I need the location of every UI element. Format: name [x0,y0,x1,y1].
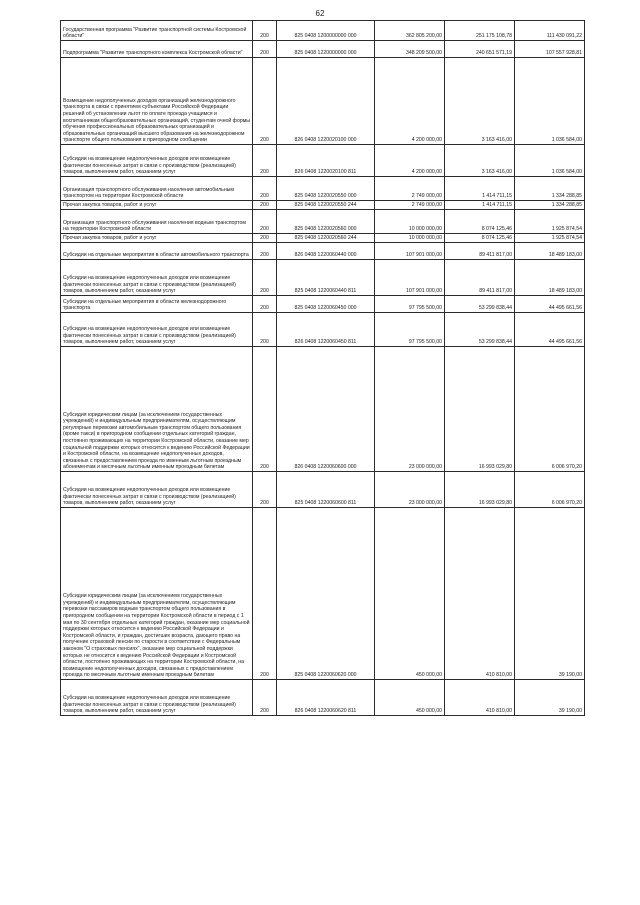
row-name: Субсидии на отдельные мероприятия в области железнодорожного транспорта [61,296,253,313]
row-name: Субсидии на возмещение недополученных доходов или возмещение фактически понесенных затрат в связи с производством (реализацией) товаров, выполнением работ, оказанием услуг [61,313,253,347]
row-code: 825 0408 1220060450 000 [277,296,375,313]
row-code: 825 0408 1220020560 244 [277,234,375,243]
row-name: Организация транспортного обслуживания населения водным транспортом на территории Костромской области [61,210,253,234]
row-remainder: 6 006 970,20 [515,472,585,508]
row-remainder: 1 334 288,85 [515,177,585,201]
row-approved: 107 901 000,00 [375,260,445,296]
row-executed: 1 414 711,15 [445,177,515,201]
row-name: Возмещение недополученных доходов организаций железнодорожного транспорта в связи с принятием субъектами Российской Федерации решений об установлении льгот по оплате проезда учащимся и воспитанникам общеобразовательных организаций, студентам очной формы обучения профессиональных образовательных организаций и образовательных организаций высшего образования на железнодорожном транспорте общего пользования в пригородном сообщении [61,58,253,145]
row-grbs: 200 [253,313,277,347]
row-name: Подпрограмма "Развитие транспортного комплекса Костромской области" [61,41,253,58]
table-row [61,347,585,472]
table-row [61,313,585,347]
table-row [61,472,585,508]
row-name: Субсидии на отдельные мероприятия в области автомобильного транспорта [61,243,253,260]
row-approved: 4 200 000,00 [375,58,445,145]
row-grbs: 200 [253,347,277,472]
row-remainder: 44 495 661,56 [515,313,585,347]
row-approved: 10 000 000,00 [375,210,445,234]
page-number: 62 [315,9,325,18]
row-remainder: 1 036 584,00 [515,58,585,145]
row-name: Субсидии на возмещение недополученных доходов или возмещение фактически понесенных затрат в связи с производством (реализацией) товаров, выполнением работ, оказанием услуг [61,260,253,296]
row-name: Субсидии юридическим лицам (за исключением государственных учреждений) и индивидуальным предпринимателям, осуществляющим перевозки пассажиров водным транспортом общего пользования в пригородном сообщении на территории Костромской области в период с 1 мая по 30 сентября отдельных категорий граждан, оказание мер социальной поддержки которых относится к ведению Российской Федерации и Костромской области, и граждан, достигших возраста, дающего право на получение страховой пенсии по старости в соответствии с Федеральным законом "О страховых пенсиях", оказание мер социальной поддержки которых не относится к ведению Российской Федерации и Костромской области, постоянно проживающих на территории Костромской области, на возмещение недополученных доходов, связанных с предоставлением проезда по месячным льготным именным проездным билетам [61,508,253,680]
row-name: Субсидии на возмещение недополученных доходов или возмещение фактически понесенных затрат в связи с производством (реализацией) товаров, выполнением работ, оказанием услуг [61,472,253,508]
row-code: 825 0408 1220020560 000 [277,210,375,234]
row-remainder: 6 006 970,20 [515,347,585,472]
row-remainder: 18 489 183,00 [515,243,585,260]
row-code: 826 0408 1220060620 811 [277,680,375,716]
row-approved: 97 795 500,00 [375,296,445,313]
row-grbs: 200 [253,177,277,201]
budget-execution-table [60,20,585,716]
table-row [61,680,585,716]
row-name: Организация транспортного обслуживания населения автомобильным транспортом на территории Костромской области [61,177,253,201]
row-grbs: 200 [253,41,277,58]
row-name: Субсидия юридическим лицам (за исключением государственных учреждений) и индивидуальным предпринимателям, осуществляющим регулярные перевозки автомобильным транспортом общего пользования (кроме такси) в пригородном сообщении отдельных категорий граждан, постоянно проживающих на территории Костромской области, оказание мер социальной поддержки которых относится к ведению Российской Федерации и Костромской области, на возмещение недополученных доходов, связанных с предоставлением проезда по именным льготным проездным абонементам и месячным льготным именным проездным билетам [61,347,253,472]
row-executed: 3 163 416,00 [445,145,515,177]
row-remainder: 39 190,00 [515,680,585,716]
table-row [61,58,585,145]
row-code: 826 0408 1220060440 000 [277,243,375,260]
row-code: 825 0408 1200000000 000 [277,21,375,41]
table-row [61,296,585,313]
table-row [61,260,585,296]
row-executed: 3 163 416,00 [445,58,515,145]
row-code: 825 0408 1220060600 811 [277,472,375,508]
row-executed: 410 810,00 [445,508,515,680]
row-name: Государственная программа "Развитие транспортной системы Костромской области" [61,21,253,41]
row-name: Субсидии на возмещение недополученных доходов или возмещение фактически понесенных затрат в связи с производством (реализацией) товаров, выполнением работ, оказанием услуг [61,680,253,716]
row-code: 825 0408 1220020550 244 [277,201,375,210]
table-row [61,145,585,177]
row-executed: 89 411 817,00 [445,243,515,260]
table-row [61,234,585,243]
row-approved: 362 805 200,00 [375,21,445,41]
row-approved: 107 901 000,00 [375,243,445,260]
row-grbs: 200 [253,21,277,41]
row-approved: 450 000,00 [375,680,445,716]
row-name: Субсидии на возмещение недополученных доходов или возмещение фактически понесенных затрат в связи с производством (реализацией) товаров, выполнением работ, оказанием услуг [61,145,253,177]
row-grbs: 200 [253,210,277,234]
row-remainder: 44 495 661,56 [515,296,585,313]
row-executed: 53 299 838,44 [445,313,515,347]
row-approved: 23 000 000,00 [375,347,445,472]
row-code: 826 0408 1220060600 000 [277,347,375,472]
row-code: 826 0408 1220060450 811 [277,313,375,347]
row-approved: 4 200 000,00 [375,145,445,177]
table-row [61,243,585,260]
row-grbs: 200 [253,680,277,716]
row-code: 826 0408 1220020100 811 [277,145,375,177]
row-executed: 251 175 108,78 [445,21,515,41]
row-grbs: 200 [253,58,277,145]
row-approved: 2 749 000,00 [375,177,445,201]
row-grbs: 200 [253,508,277,680]
row-approved: 97 795 500,00 [375,313,445,347]
row-grbs: 200 [253,243,277,260]
row-grbs: 200 [253,234,277,243]
row-grbs: 200 [253,260,277,296]
row-remainder: 18 489 183,00 [515,260,585,296]
row-grbs: 200 [253,201,277,210]
table-row [61,508,585,680]
row-remainder: 1 925 874,54 [515,234,585,243]
row-code: 825 0408 1220000000 000 [277,41,375,58]
row-executed: 240 651 571,19 [445,41,515,58]
row-executed: 8 074 125,46 [445,234,515,243]
table-row [61,210,585,234]
row-code: 825 0408 1220060620 000 [277,508,375,680]
row-grbs: 200 [253,145,277,177]
row-code: 825 0408 1220060440 811 [277,260,375,296]
table-row [61,41,585,58]
row-executed: 16 993 029,80 [445,347,515,472]
row-executed: 410 810,00 [445,680,515,716]
row-grbs: 200 [253,472,277,508]
table-row [61,177,585,201]
row-remainder: 107 557 928,81 [515,41,585,58]
row-executed: 8 074 125,46 [445,210,515,234]
row-remainder: 111 430 091,22 [515,21,585,41]
row-remainder: 1 334 288,85 [515,201,585,210]
row-approved: 2 749 000,00 [375,201,445,210]
row-remainder: 1 036 584,00 [515,145,585,177]
table-row [61,201,585,210]
row-approved: 23 000 000,00 [375,472,445,508]
row-executed: 89 411 817,00 [445,260,515,296]
row-name: Прочая закупка товаров, работ и услуг [61,234,253,243]
row-remainder: 1 925 874,54 [515,210,585,234]
row-approved: 450 000,00 [375,508,445,680]
row-grbs: 200 [253,296,277,313]
row-name: Прочая закупка товаров, работ и услуг [61,201,253,210]
row-executed: 16 993 029,80 [445,472,515,508]
row-executed: 53 299 838,44 [445,296,515,313]
row-code: 826 0408 1220020100 000 [277,58,375,145]
row-executed: 1 414 711,15 [445,201,515,210]
row-approved: 348 209 500,00 [375,41,445,58]
row-remainder: 39 190,00 [515,508,585,680]
row-approved: 10 000 000,00 [375,234,445,243]
row-code: 825 0408 1220020550 000 [277,177,375,201]
table-row [61,21,585,41]
